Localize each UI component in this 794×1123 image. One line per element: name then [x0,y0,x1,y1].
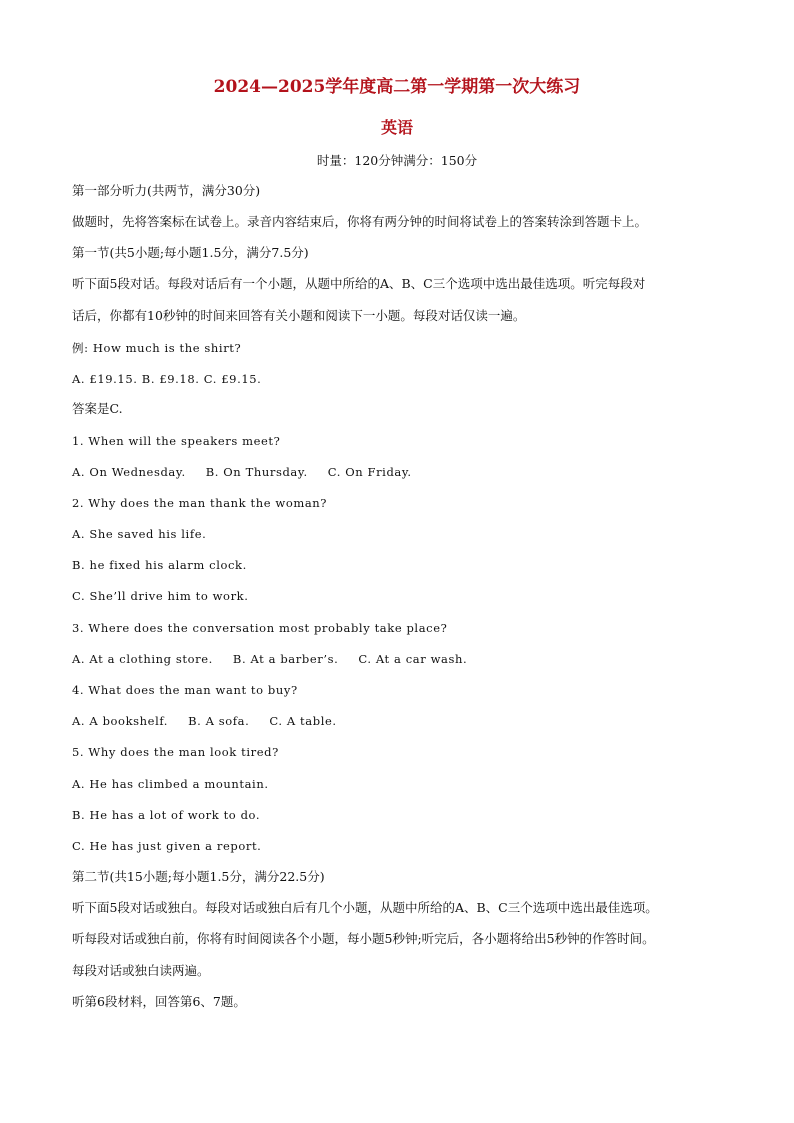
section2-instruction-line3: 每段对话或独白读两遍。 [72,963,210,978]
question-5: 5. Why does the man look tired? [72,745,279,759]
question-2: 2. Why does the man thank the woman? [72,496,328,510]
option-c: C. On Friday. [327,465,412,479]
option-c: C. At a car wash. [358,652,468,666]
question-1: 1. When will the speakers meet? [72,434,281,448]
question-1-options [72,463,732,481]
question-4-options [72,712,732,730]
option-a: A. A bookshelf. [72,714,169,728]
option-c: C. A table. [269,714,337,728]
exam-meta: 时量：120分钟满分：150分 [316,153,478,168]
part1-heading: 第一部分听力(共两节，满分30分) [72,183,261,198]
option-a: A. At a clothing store. [72,652,213,666]
example-question: 例: How much is the shirt? [72,341,242,355]
question-2-option-a: A. She saved his life. [72,527,207,541]
question-2-option-c: C. She’ll drive him to work. [72,589,249,603]
section2-instruction-line1: 听下面5段对话或独白。每段对话或独白后有几个小题，从题中所给的A、B、C三个选项中选出最佳选项。 [72,900,658,915]
question-5-option-c: C. He has just given a report. [72,839,262,853]
section2-instruction-line2: 听每段对话或独白前，你将有时间阅读各个小题，每小题5秒钟;听完后，各小题将给出5秒钟的作答时间。 [72,931,655,946]
question-5-option-b: B. He has a lot of work to do. [72,808,261,822]
exam-title: 2024—2025学年度高二第一学期第一次大练习 [213,77,581,97]
example-options: A. £19.15. B. £9.18. C. £9.15. [72,372,262,386]
question-3: 3. Where does the conversation most probably take place? [72,621,448,635]
question-4: 4. What does the man want to buy? [72,683,298,697]
option-b: B. On Thursday. [205,465,308,479]
option-b: B. A sofa. [188,714,250,728]
material-6-instruction: 听第6段材料，回答第6、7题。 [72,994,246,1009]
question-5-option-a: A. He has climbed a mountain. [72,777,269,791]
example-answer: 答案是C. [72,401,123,416]
question-2-option-b: B. he fixed his alarm clock. [72,558,247,572]
section1-instruction-line1: 听下面5段对话。每段对话后有一个小题，从题中所给的A、B、C三个选项中选出最佳选项。听完每段对 [72,276,646,291]
question-3-options [72,650,732,668]
section2-heading: 第二节(共15小题;每小题1.5分，满分22.5分) [72,869,325,884]
section1-instruction-line2: 话后，你都有10秒钟的时间来回答有关小题和阅读下一小题。每段对话仅读一遍。 [72,308,526,323]
section1-heading: 第一节(共5小题;每小题1.5分，满分7.5分) [72,245,309,260]
exam-subject: 英语 [380,118,413,137]
option-a: A. On Wednesday. [72,465,186,479]
option-b: B. At a barber’s. [232,652,339,666]
part1-instruction: 做题时，先将答案标在试卷上。录音内容结束后，你将有两分钟的时间将试卷上的答案转涂到答题卡上。 [72,214,648,229]
